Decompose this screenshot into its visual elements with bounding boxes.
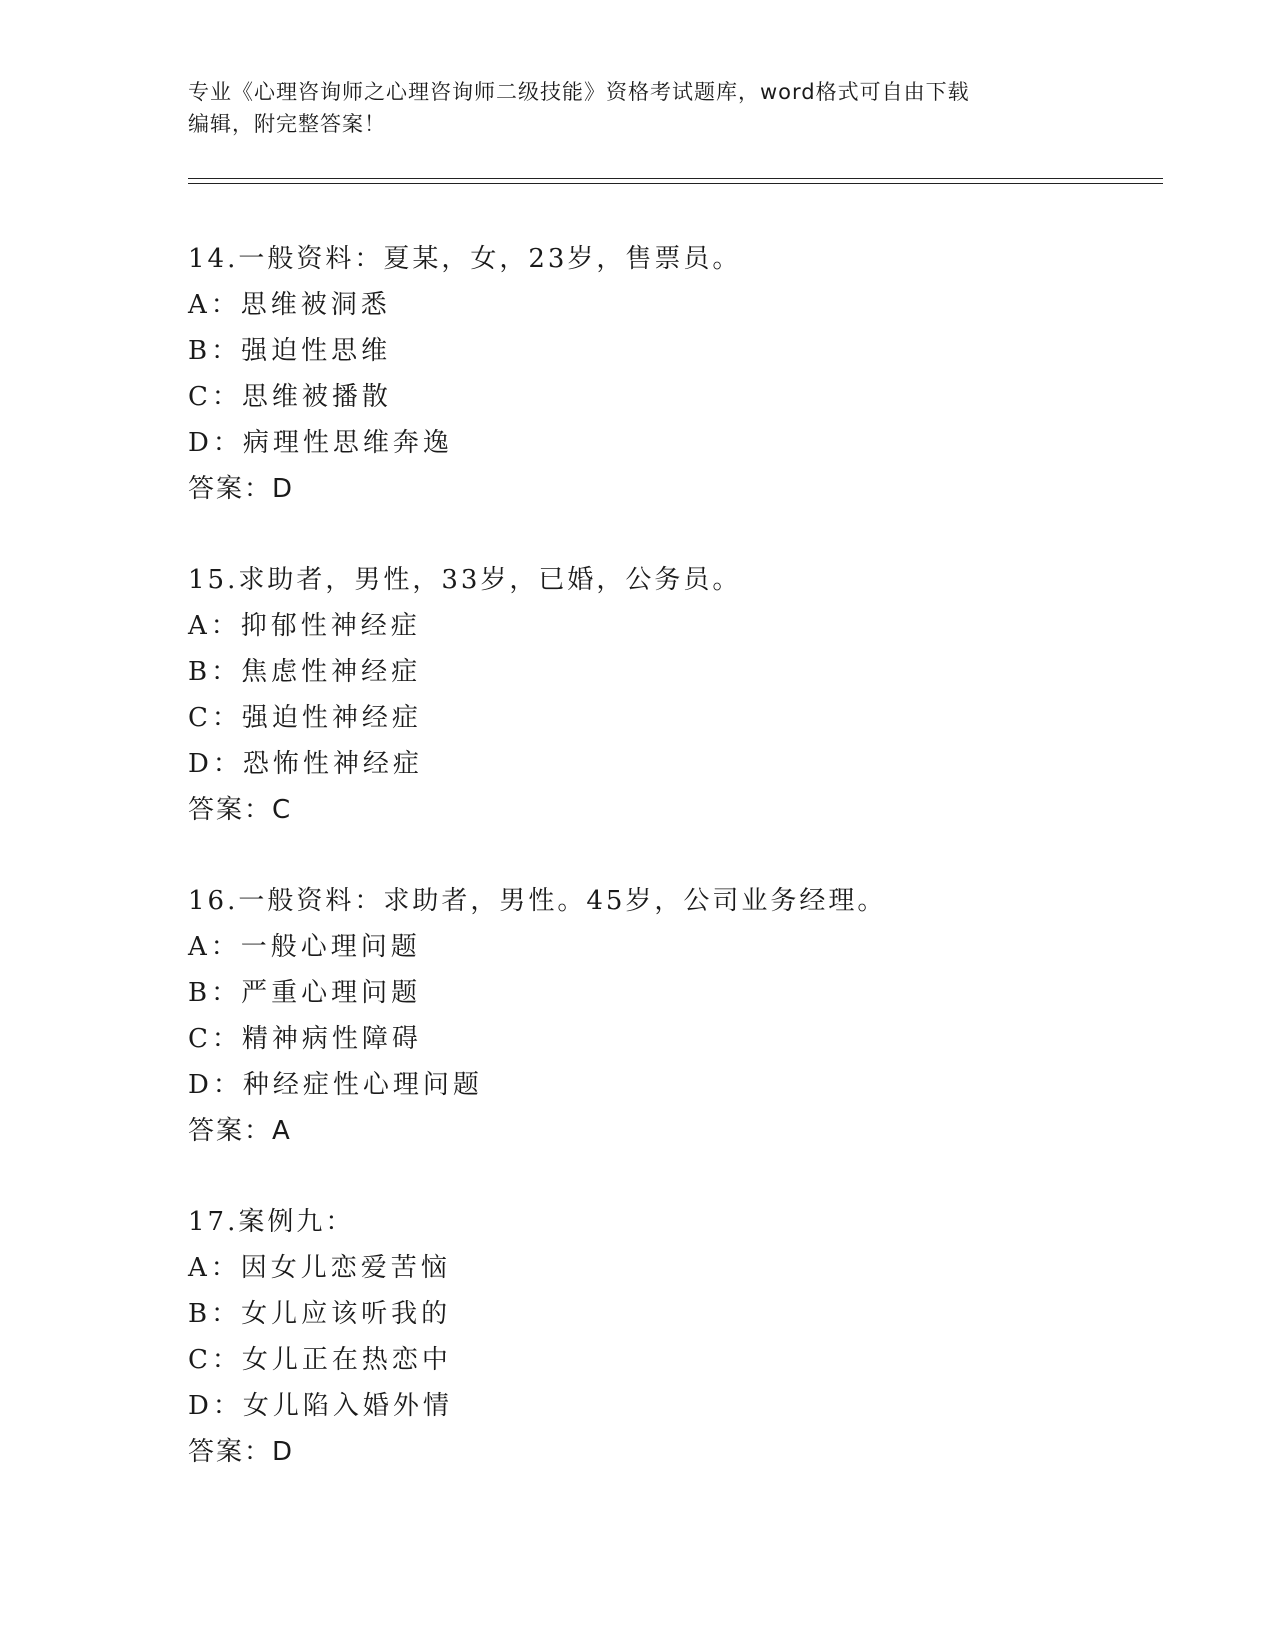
answer: 答案：D: [188, 1437, 295, 1467]
answer: 答案：A: [188, 1116, 292, 1146]
option-c: C：精神病性障碍: [188, 1024, 422, 1054]
question-16: [188, 878, 1168, 1154]
option-d: D：女儿陷入婚外情: [188, 1391, 453, 1421]
option-b: B：焦虑性神经症: [188, 657, 422, 687]
question-stem: 15.求助者，男性，33岁，已婚，公务员。: [188, 565, 742, 595]
option-d: D：病理性思维奔逸: [188, 428, 453, 458]
option-d: D：种经症性心理问题: [188, 1070, 483, 1100]
option-d: D：恐怖性神经症: [188, 749, 423, 779]
option-a: A：因女儿恋爱苦恼: [188, 1253, 451, 1283]
option-c: C：女儿正在热恋中: [188, 1345, 452, 1375]
option-a: A：思维被洞悉: [188, 290, 391, 320]
document-header: [188, 76, 1088, 140]
header-line-2: 编辑，附完整答案！: [188, 112, 386, 136]
header-line-1: 专业《心理咨询师之心理咨询师二级技能》资格考试题库，word格式可自由下载: [188, 80, 970, 104]
option-b: B：强迫性思维: [188, 336, 392, 366]
question-stem: 14.一般资料：夏某，女，23岁，售票员。: [188, 244, 742, 274]
question-stem: 16.一般资料：求助者，男性。45岁，公司业务经理。: [188, 886, 887, 916]
option-b: B：女儿应该听我的: [188, 1299, 452, 1329]
option-b: B：严重心理问题: [188, 978, 422, 1008]
option-a: A：抑郁性神经症: [188, 611, 421, 641]
header-divider-top: [188, 178, 1163, 179]
option-c: C：强迫性神经症: [188, 703, 422, 733]
option-c: C：思维被播散: [188, 382, 392, 412]
question-15: [188, 557, 1168, 833]
answer: 答案：D: [188, 474, 295, 504]
answer: 答案：C: [188, 795, 293, 825]
question-14: [188, 236, 1168, 512]
option-a: A：一般心理问题: [188, 932, 421, 962]
header-divider-bottom: [188, 183, 1163, 184]
question-17: [188, 1199, 1168, 1475]
question-stem: 17.案例九：: [188, 1207, 355, 1237]
